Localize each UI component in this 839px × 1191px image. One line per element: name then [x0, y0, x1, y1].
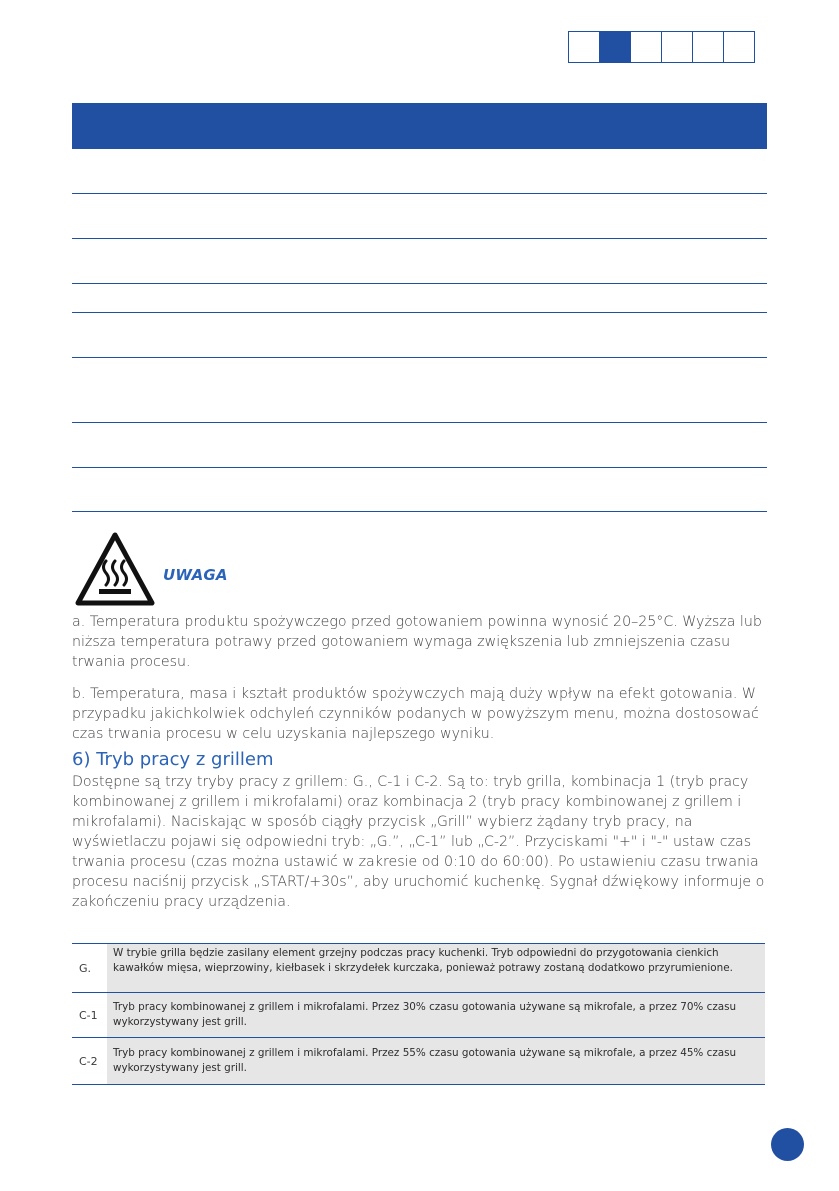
- grill-modes-table: [72, 943, 765, 1085]
- warning-title: UWAGA: [163, 566, 228, 584]
- table-row-divider: [72, 312, 767, 313]
- language-tab[interactable]: [630, 31, 662, 63]
- note-a-text: a. Temperatura produktu spożywczego przed gotowaniem powinna wynosić 20–25°C. Wyższa lub niższa temperatura potrawy przed gotowaniem wymaga zwiększenia lub zmniejszenia czasu trwania procesu.: [72, 614, 762, 670]
- language-tab-active[interactable]: [599, 31, 631, 63]
- mode-description: Tryb pracy kombinowanej z grillem i mikrofalami. Przez 55% czasu gotowania używane są mikrofale, a przez 45% czasu wykorzystywany jest grill.: [107, 1038, 765, 1084]
- section-heading: 6) Tryb pracy z grillem: [72, 749, 274, 770]
- mode-description: Tryb pracy kombinowanej z grillem i mikrofalami. Przez 30% czasu gotowania używane są mikrofale, a przez 70% czasu wykorzystywany jest grill.: [107, 993, 765, 1037]
- table-row-divider: [72, 357, 767, 358]
- warning-block: [75, 531, 265, 607]
- table-row-divider: [72, 283, 767, 284]
- section-body-text: Dostępne są trzy tryby pracy z grillem: G., C-1 i C-2. Są to: tryb grilla, kombinacja 1 (tryb pracy kombinowanej z grillem i mikrofalami) oraz kombinacja 2 (tryb pracy kombinowanej z grillem i mikrofalami). Naciskając w sposób ciągły przycisk „Grill” wybierz żądany tryb pracy, na wyświetlaczu pojawi się odpowiedni tryb: „G.”, „C-1” lub „C-2”. Przyciskami "+" i "-" ustaw czas trwania procesu (czas można ustawić w zakresie od 0:10 do 60:00). Po ustawieniu czasu trwania procesu naciśnij przycisk „START/+30s”, aby uruchomić kuchenkę. Sygnał dźwiękowy informuje o zakończeniu pracy urządzenia.: [72, 774, 765, 910]
- table-row: [72, 944, 765, 993]
- mode-description: W trybie grilla będzie zasilany element grzejny podczas pracy kuchenki. Tryb odpowiedni do przygotowania cienkich kawałków mięsa, wieprzowiny, kiełbasek i skrzydełek kurczaka, ponieważ potrawy zostaną dodatkowo przyrumienione.: [107, 944, 765, 992]
- page-number-badge: [771, 1128, 804, 1161]
- language-tab[interactable]: [661, 31, 693, 63]
- note-b: [72, 684, 772, 744]
- language-tab[interactable]: [692, 31, 724, 63]
- hot-surface-icon: [75, 531, 155, 607]
- language-tab[interactable]: [723, 31, 755, 63]
- table-row: [72, 1038, 765, 1085]
- language-tab[interactable]: [568, 31, 600, 63]
- table-header-bar: [72, 103, 767, 149]
- table-row-divider: [72, 238, 767, 239]
- language-tabs: [569, 31, 755, 63]
- mode-code: C-1: [72, 993, 107, 1037]
- table-row: [72, 993, 765, 1038]
- mode-code: C-2: [72, 1038, 107, 1084]
- note-b-text: b. Temperatura, masa i kształt produktów spożywczych mają duży wpływ na efekt gotowania. W przypadku jakichkolwiek odchyleń czynników podanych w powyższym menu, można dostosować czas trwania procesu w celu uzyskania najlepszego wyniku.: [72, 686, 759, 742]
- table-row-divider: [72, 511, 767, 512]
- note-a: [72, 612, 772, 672]
- table-row-divider: [72, 467, 767, 468]
- table-row-divider: [72, 422, 767, 423]
- table-row-divider: [72, 193, 767, 194]
- section-body: [72, 772, 772, 912]
- mode-code: G.: [72, 944, 107, 992]
